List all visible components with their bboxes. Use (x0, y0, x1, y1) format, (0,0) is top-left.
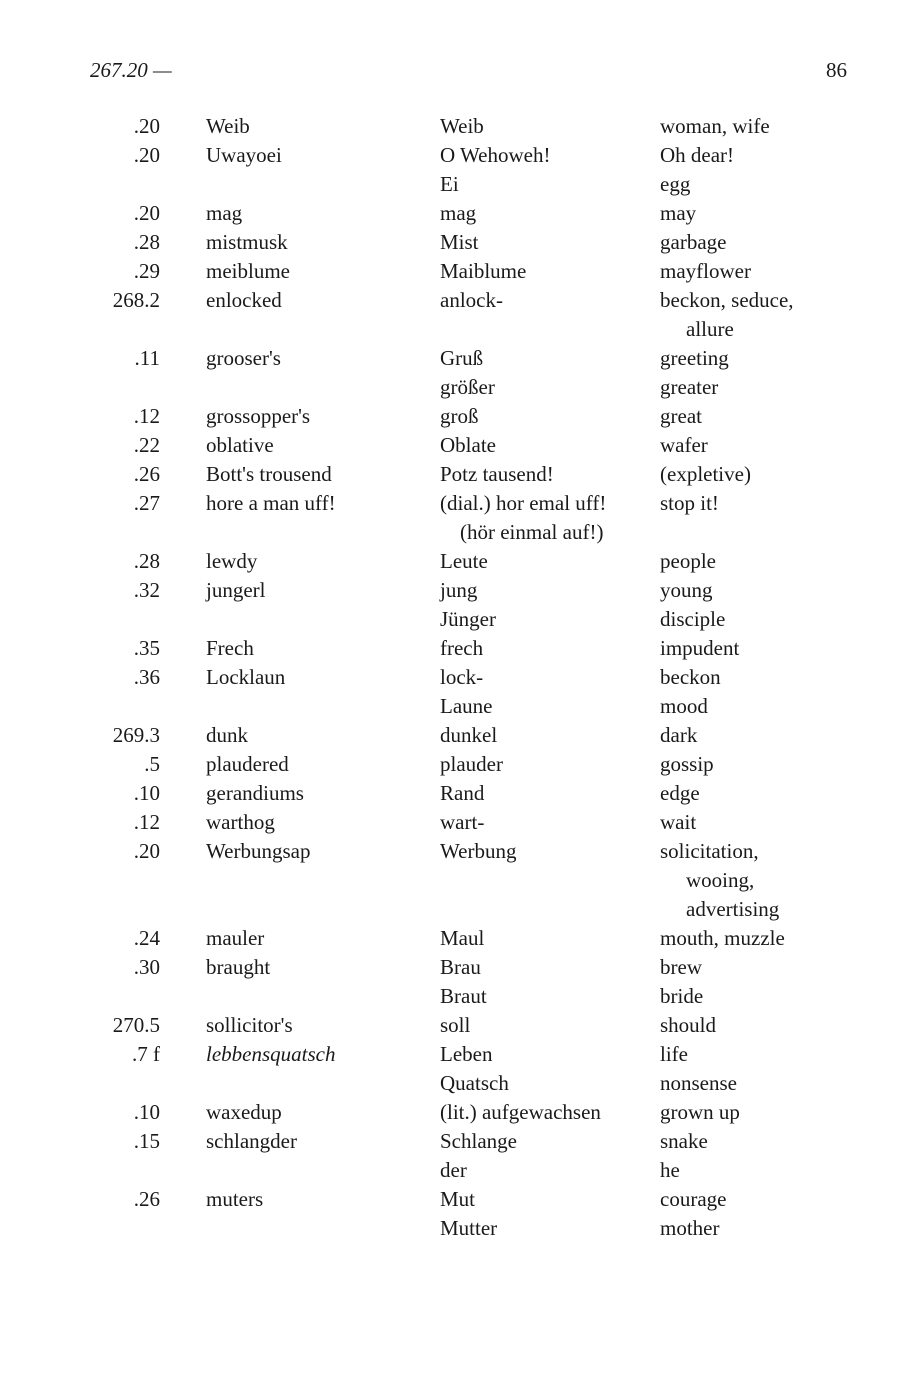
page-line-ref: .20 (133, 839, 160, 863)
english-gloss: life (660, 1042, 688, 1066)
glossary-row (0, 576, 901, 605)
page-line-ref: .26 (133, 462, 160, 486)
page-line-ref: .29 (133, 259, 160, 283)
glossary-row (0, 257, 901, 286)
german-term: dunkel (440, 723, 498, 747)
german-term: größer (440, 375, 495, 399)
german-term: jung (440, 578, 478, 602)
german-term: Mist (440, 230, 479, 254)
german-term: Weib (440, 114, 484, 138)
glossary-row (0, 286, 901, 315)
glossary-row (0, 460, 901, 489)
glossary-row (0, 895, 901, 924)
english-gloss: mayflower (660, 259, 751, 283)
german-term: Brau (440, 955, 481, 979)
page-line-ref: .35 (133, 636, 160, 660)
german-term: wart- (440, 810, 485, 834)
english-gloss: wait (660, 810, 697, 834)
headword: meiblume (206, 259, 290, 283)
glossary-row (0, 170, 901, 199)
headword: dunk (206, 723, 248, 747)
headword: jungerl (206, 578, 266, 602)
english-gloss: dark (660, 723, 698, 747)
german-term: Ei (440, 172, 459, 196)
english-gloss: wooing, (686, 868, 755, 892)
headword: Werbungsap (206, 839, 311, 863)
glossary-row (0, 692, 901, 721)
german-term: Schlange (440, 1129, 517, 1153)
page-line-ref: .32 (133, 578, 160, 602)
german-term: O Wehoweh! (440, 143, 551, 167)
page-line-ref: .12 (133, 404, 160, 428)
english-gloss: mother (660, 1216, 720, 1240)
page-line-ref: .20 (133, 143, 160, 167)
english-gloss: bride (660, 984, 704, 1008)
german-term: Potz tausend! (440, 462, 554, 486)
headword: Uwayoei (206, 143, 282, 167)
glossary-row (0, 866, 901, 895)
page-line-ref: .7 f (132, 1042, 160, 1066)
glossary-row (0, 1098, 901, 1127)
glossary-row (0, 663, 901, 692)
page-line-ref: .11 (134, 346, 160, 370)
german-term: frech (440, 636, 484, 660)
headword: lebbensquatsch (206, 1042, 336, 1066)
headword: plaudered (206, 752, 289, 776)
headword: grooser's (206, 346, 281, 370)
headword: muters (206, 1187, 264, 1211)
german-term: Oblate (440, 433, 496, 457)
headword: warthog (206, 810, 275, 834)
glossary-row (0, 1185, 901, 1214)
german-term: Mutter (440, 1216, 498, 1240)
headword: schlangder (206, 1129, 297, 1153)
headword: waxedup (206, 1100, 282, 1124)
german-term: der (440, 1158, 467, 1182)
glossary-row (0, 808, 901, 837)
page-line-ref: 270.5 (112, 1013, 160, 1037)
german-term: Quatsch (440, 1071, 509, 1095)
glossary-row (0, 779, 901, 808)
english-gloss: woman, wife (660, 114, 770, 138)
glossary-row (0, 141, 901, 170)
headword: lewdy (206, 549, 258, 573)
page-line-ref: .20 (133, 114, 160, 138)
english-gloss: Oh dear! (660, 143, 735, 167)
glossary-row (0, 982, 901, 1011)
headword: Locklaun (206, 665, 286, 689)
german-term: Rand (440, 781, 485, 805)
german-term: (hör einmal auf!) (460, 520, 604, 544)
glossary-row (0, 1040, 901, 1069)
page-line-ref: 268.2 (112, 288, 160, 312)
page-line-ref: .5 (144, 752, 160, 776)
german-term: Leben (440, 1042, 493, 1066)
page-line-ref: .22 (133, 433, 160, 457)
english-gloss: impudent (660, 636, 740, 660)
glossary-row (0, 1127, 901, 1156)
english-gloss: solicitation, (660, 839, 759, 863)
english-gloss: egg (660, 172, 691, 196)
english-gloss: greater (660, 375, 719, 399)
page-line-ref: .27 (133, 491, 160, 515)
page-line-ref: .26 (133, 1187, 160, 1211)
page-line-ref: 269.3 (112, 723, 160, 747)
glossary-row (0, 1214, 901, 1243)
running-head: 267.20 — (90, 58, 172, 82)
glossary-row (0, 721, 901, 750)
english-gloss: disciple (660, 607, 726, 631)
german-term: Maul (440, 926, 485, 950)
glossary-row (0, 1011, 901, 1040)
glossary-row (0, 547, 901, 576)
english-gloss: brew (660, 955, 702, 979)
headword: sollicitor's (206, 1013, 293, 1037)
headword: Weib (206, 114, 250, 138)
glossary-row (0, 750, 901, 779)
german-term: plauder (440, 752, 503, 776)
headword: grossopper's (206, 404, 311, 428)
english-gloss: nonsense (660, 1071, 737, 1095)
glossary-row (0, 112, 901, 141)
glossary-row (0, 953, 901, 982)
glossary-row (0, 518, 901, 547)
glossary-row (0, 837, 901, 866)
english-gloss: stop it! (660, 491, 719, 515)
page-line-ref: .36 (133, 665, 160, 689)
glossary-table (0, 112, 901, 1243)
page-line-ref: .30 (133, 955, 160, 979)
english-gloss: advertising (686, 897, 780, 921)
glossary-row (0, 634, 901, 663)
english-gloss: grown up (660, 1100, 740, 1124)
english-gloss: mouth, muzzle (660, 926, 785, 950)
page-number: 86 (826, 58, 847, 82)
glossary-row (0, 1156, 901, 1185)
page-line-ref: .28 (133, 549, 160, 573)
page-line-ref: .28 (133, 230, 160, 254)
german-term: Laune (440, 694, 493, 718)
glossary-row (0, 924, 901, 953)
page-line-ref: .10 (133, 1100, 160, 1124)
glossary-row (0, 431, 901, 460)
german-term: (dial.) hor emal uff! (440, 491, 607, 515)
english-gloss: garbage (660, 230, 727, 254)
english-gloss: greeting (660, 346, 729, 370)
english-gloss: edge (660, 781, 700, 805)
german-term: lock- (440, 665, 484, 689)
glossary-row (0, 605, 901, 634)
headword: enlocked (206, 288, 282, 312)
english-gloss: courage (660, 1187, 727, 1211)
page-line-ref: .20 (133, 201, 160, 225)
german-term: Maiblume (440, 259, 527, 283)
english-gloss: (expletive) (660, 462, 751, 486)
english-gloss: great (660, 404, 702, 428)
glossary-row (0, 402, 901, 431)
german-term: Gruß (440, 346, 484, 370)
german-term: anlock- (440, 288, 503, 312)
german-term: Braut (440, 984, 487, 1008)
page-line-ref: .12 (133, 810, 160, 834)
headword: Bott's trousend (206, 462, 332, 486)
english-gloss: snake (660, 1129, 708, 1153)
german-term: Leute (440, 549, 488, 573)
english-gloss: should (660, 1013, 717, 1037)
english-gloss: allure (686, 317, 734, 341)
german-term: Werbung (440, 839, 517, 863)
headword: mag (206, 201, 243, 225)
english-gloss: young (660, 578, 713, 602)
english-gloss: wafer (660, 433, 708, 457)
headword: hore a man uff! (206, 491, 336, 515)
glossary-row (0, 315, 901, 344)
english-gloss: may (660, 201, 697, 225)
german-term: Jünger (440, 607, 496, 631)
german-term: mag (440, 201, 477, 225)
german-term: (lit.) aufgewachsen (440, 1100, 601, 1124)
glossary-row (0, 228, 901, 257)
headword: gerandiums (206, 781, 304, 805)
headword: braught (206, 955, 271, 979)
english-gloss: beckon (660, 665, 721, 689)
glossary-row (0, 489, 901, 518)
glossary-row (0, 344, 901, 373)
glossary-row (0, 373, 901, 402)
english-gloss: gossip (660, 752, 714, 776)
english-gloss: mood (660, 694, 708, 718)
glossary-row (0, 1069, 901, 1098)
headword: mistmusk (206, 230, 288, 254)
headword: Frech (206, 636, 254, 660)
headword: oblative (206, 433, 274, 457)
german-term: groß (440, 404, 479, 428)
page-line-ref: .15 (133, 1129, 160, 1153)
german-term: soll (440, 1013, 471, 1037)
page-line-ref: .24 (133, 926, 160, 950)
english-gloss: beckon, seduce, (660, 288, 794, 312)
glossary-row (0, 199, 901, 228)
german-term: Mut (440, 1187, 476, 1211)
page-line-ref: .10 (133, 781, 160, 805)
headword: mauler (206, 926, 265, 950)
english-gloss: people (660, 549, 716, 573)
english-gloss: he (660, 1158, 680, 1182)
